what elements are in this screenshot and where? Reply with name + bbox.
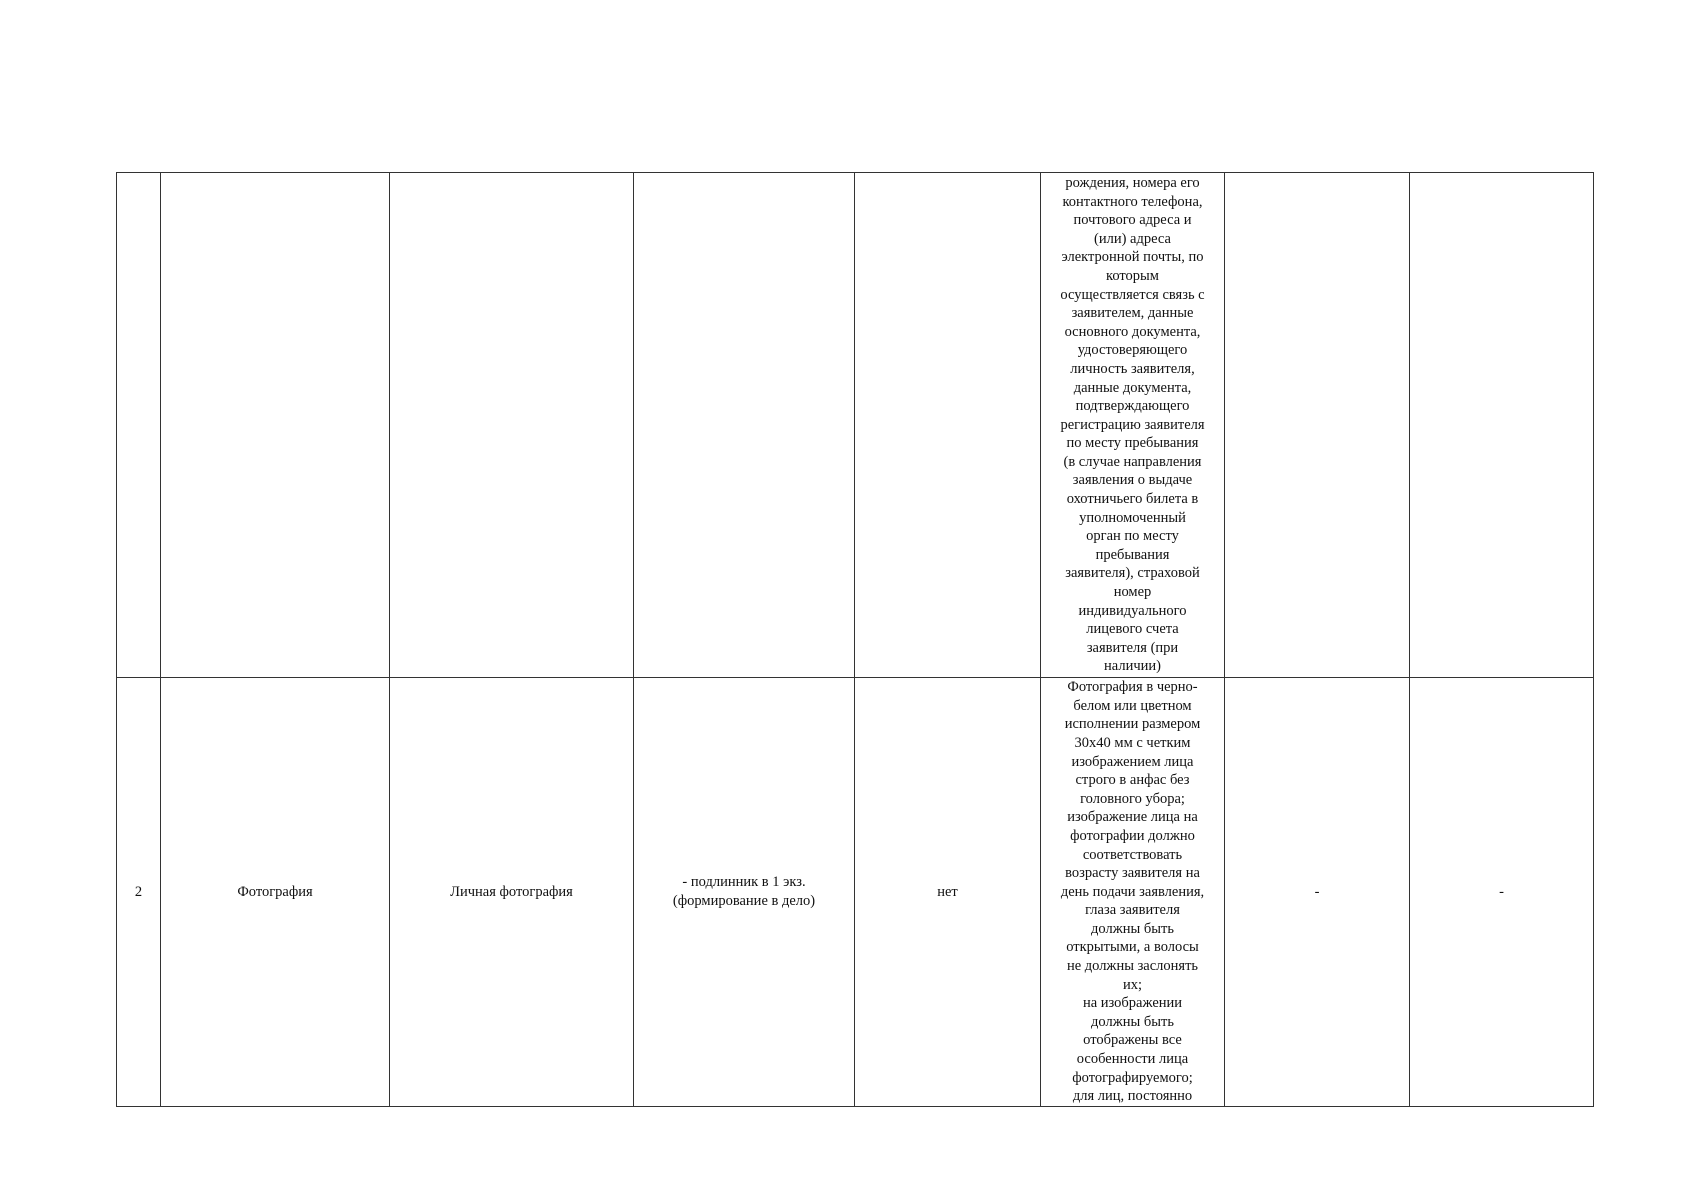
cell-requirements: Фотография в черно- белом или цветном исполнении размером 30х40 мм с четким изображением лица строго в анфас без головного убора; изображение лица на фотографии должно соответствовать возрасту заявителя на день подачи заявления, глаза заявителя должны быть открытыми, а волосы не должны заслонять их; на изображении должны быть отображены все особенности лица фотографируемого; для лиц, постоянно bbox=[1041, 678, 1225, 1107]
cell-document-category bbox=[161, 173, 390, 678]
table-row-photo bbox=[117, 678, 1594, 1107]
cell-conditional-document bbox=[855, 173, 1041, 678]
cell-submission-form: - подлинник в 1 экз. (формирование в дело) bbox=[634, 678, 855, 1107]
table-row-continued bbox=[117, 173, 1594, 678]
cell-sample: - bbox=[1410, 678, 1594, 1107]
cell-sample bbox=[1410, 173, 1594, 678]
cell-document-category: Фотография bbox=[161, 678, 390, 1107]
cell-form-template bbox=[1225, 173, 1410, 678]
cell-number: 2 bbox=[117, 678, 161, 1107]
cell-document-name: Личная фотография bbox=[390, 678, 634, 1107]
cell-conditional-document: нет bbox=[855, 678, 1041, 1107]
documents-table bbox=[116, 172, 1594, 1107]
cell-requirements: рождения, номера его контактного телефона, почтового адреса и (или) адреса электронной почты, по которым осуществляется связь с заявителем, данные основного документа, удостоверяющего личность заявителя, данные документа, подтверждающего регистрацию заявителя по месту пребывания (в случае направления заявления о выдаче охотничьего билета в уполномоченный орган по месту пребывания заявителя), страховой номер индивидуального лицевого счета заявителя (при наличии) bbox=[1041, 173, 1225, 678]
cell-form-template: - bbox=[1225, 678, 1410, 1107]
cell-number bbox=[117, 173, 161, 678]
cell-submission-form bbox=[634, 173, 855, 678]
cell-document-name bbox=[390, 173, 634, 678]
